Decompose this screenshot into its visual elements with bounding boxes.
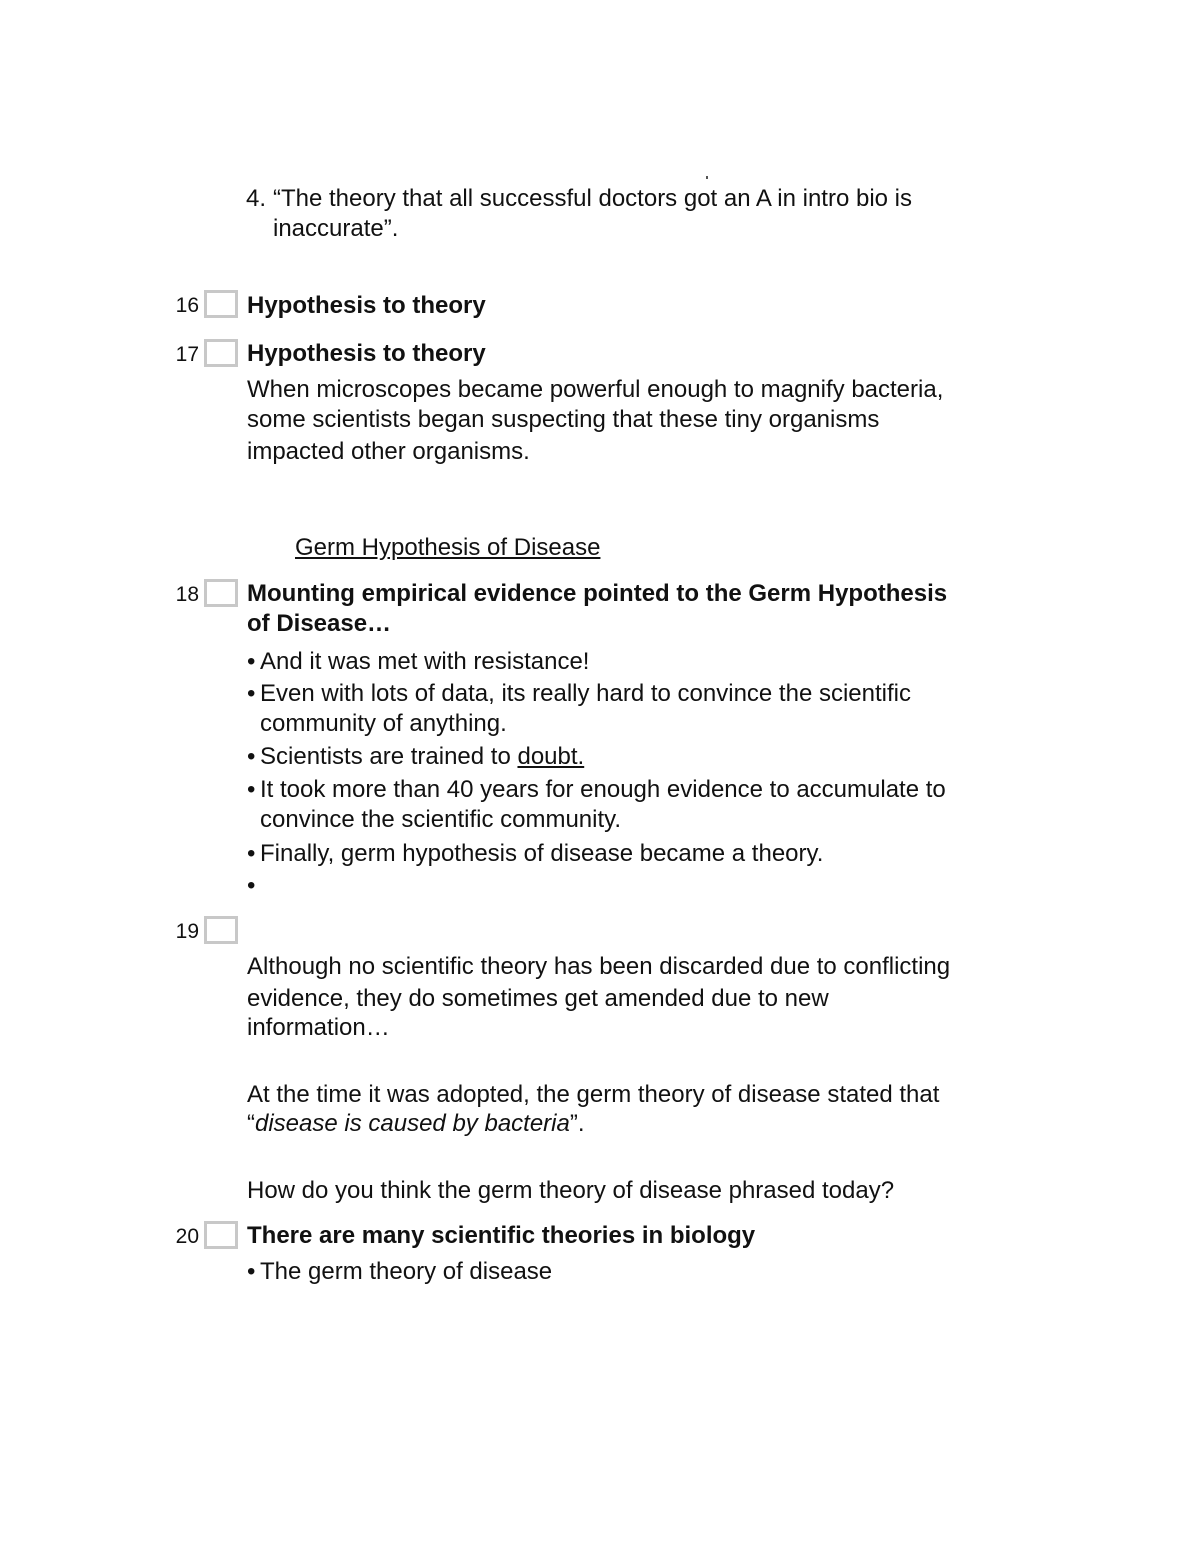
slide-thumbnail[interactable]	[204, 339, 238, 367]
underlined-word: doubt.	[517, 743, 585, 770]
notes-text: Although no scientific theory has been discarded due to conflicting	[247, 953, 951, 980]
bullet-text-prefix: Scientists are trained to	[260, 743, 518, 770]
bullet-text: It took more than 40 years for enough evidence to accumulate to	[260, 776, 946, 803]
slide-title: Mounting empirical evidence pointed to the Germ Hypothesis	[247, 580, 948, 607]
notes-text: impacted other organisms.	[247, 438, 530, 465]
section-heading: Germ Hypothesis of Disease	[295, 534, 601, 561]
bullet-marker: •	[247, 648, 256, 675]
bullet-marker: •	[247, 680, 256, 707]
list-item-text: “The theory that all successful doctors got an A in intro bio is	[273, 185, 912, 212]
bullet-marker: •	[247, 743, 256, 770]
bullet-text: And it was met with resistance!	[260, 648, 590, 675]
notes-text: information…	[247, 1014, 390, 1041]
notes-text: some scientists began suspecting that these tiny organisms	[247, 406, 880, 433]
notes-text: At the time it was adopted, the germ theory of disease stated that	[247, 1081, 940, 1108]
slide-number: 17	[175, 343, 199, 366]
slide-title: Hypothesis to theory	[247, 292, 486, 319]
slide-title-continued: of Disease…	[247, 610, 392, 637]
slide-number: 16	[175, 294, 199, 317]
bullet-text: Finally, germ hypothesis of disease became a theory.	[260, 840, 824, 867]
bullet-text: Even with lots of data, its really hard to convince the scientific	[260, 680, 911, 707]
slide-thumbnail[interactable]	[204, 290, 238, 318]
slide-thumbnail[interactable]	[204, 1221, 238, 1249]
bullet-marker: •	[247, 1258, 256, 1285]
bullet-text-continued: community of anything.	[260, 710, 507, 737]
bullet-text: The germ theory of disease	[260, 1258, 553, 1285]
slide-number: 20	[175, 1225, 199, 1248]
notes-question: How do you think the germ theory of disease phrased today?	[247, 1177, 895, 1204]
open-quote: “	[247, 1110, 255, 1137]
close-quote: ”.	[569, 1110, 585, 1137]
list-item-number: 4.	[246, 185, 267, 212]
stray-mark	[706, 176, 708, 179]
slide-title: Hypothesis to theory	[247, 340, 486, 367]
list-item-text-continued: inaccurate”.	[273, 215, 399, 242]
slide-title: There are many scientific theories in biology	[247, 1222, 756, 1249]
slide-thumbnail[interactable]	[204, 579, 238, 607]
slide-thumbnail[interactable]	[204, 916, 238, 944]
bullet-text-continued: convince the scientific community.	[260, 806, 622, 833]
bullet-marker-empty: •	[247, 872, 256, 899]
bullet-text	[260, 741, 584, 772]
notes-text: evidence, they do sometimes get amended due to new	[247, 985, 829, 1012]
notes-text: When microscopes became powerful enough to magnify bacteria,	[247, 376, 944, 403]
italic-quote: disease is caused by bacteria	[255, 1110, 570, 1137]
bullet-marker: •	[247, 840, 256, 867]
slide-number: 19	[175, 920, 199, 943]
bullet-marker: •	[247, 776, 256, 803]
slide-number: 18	[175, 583, 199, 606]
notes-text-quote	[247, 1108, 585, 1139]
